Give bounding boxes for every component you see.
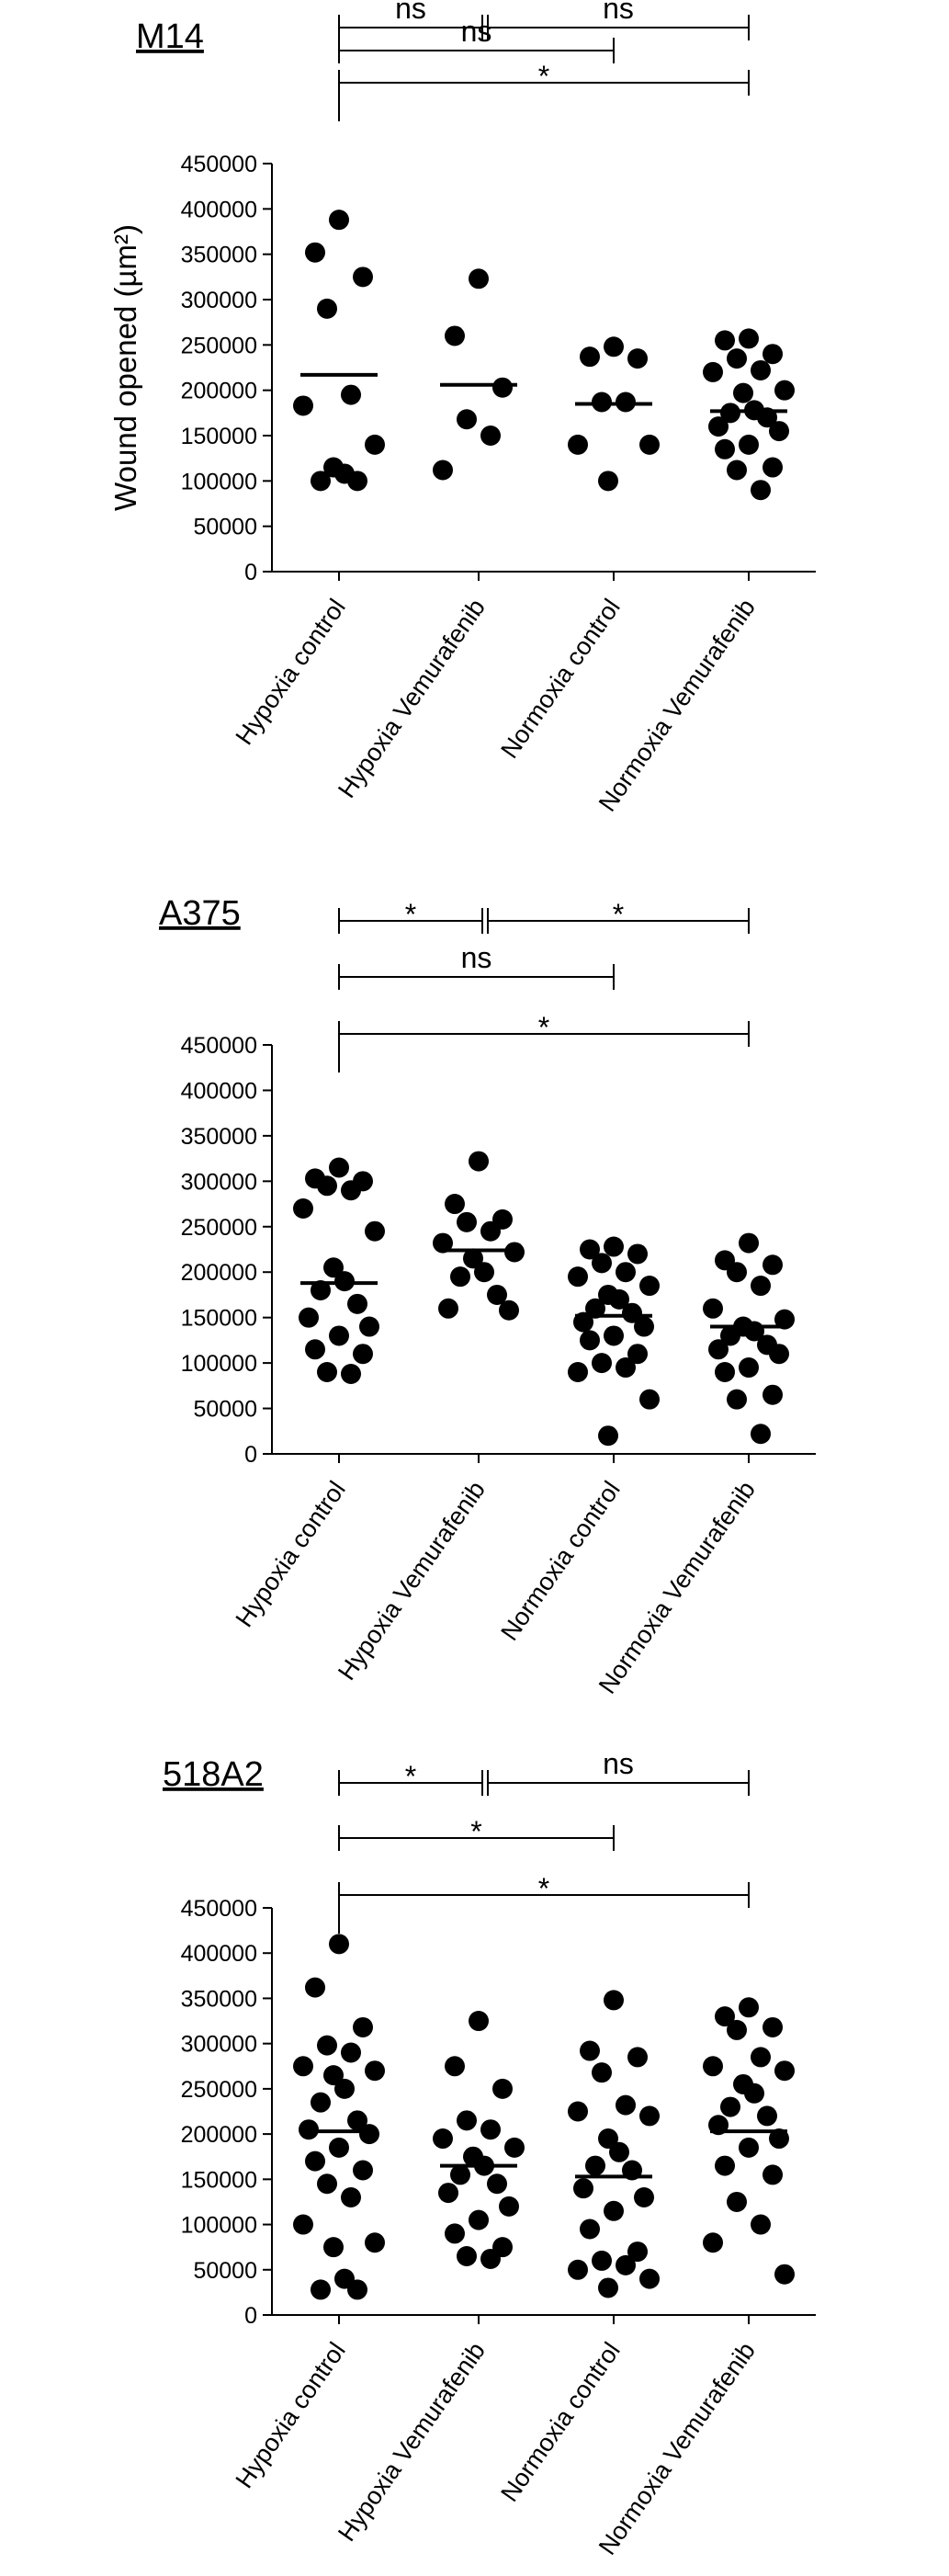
x-tick-label: Normoxia Vemurafenib <box>593 594 761 817</box>
significance-bracket <box>339 60 749 121</box>
data-point <box>580 1330 600 1350</box>
data-point <box>592 1353 612 1373</box>
x-tick-label: Hypoxia control <box>230 594 351 750</box>
significance-label: * <box>537 1011 550 1044</box>
data-point <box>305 243 325 263</box>
y-tick-label: 450000 <box>180 152 257 177</box>
y-tick-label: 250000 <box>180 1214 257 1241</box>
data-point <box>733 383 753 403</box>
panel-title: M14 <box>136 17 204 56</box>
y-tick-label: 400000 <box>180 1941 257 1968</box>
data-point <box>329 1934 349 1954</box>
data-point <box>499 1300 519 1321</box>
data-point <box>639 2105 660 2126</box>
data-point <box>341 1180 361 1200</box>
data-point <box>616 2255 636 2275</box>
data-point <box>763 2017 783 2037</box>
data-point <box>469 2210 489 2230</box>
significance-bracket <box>339 941 614 990</box>
data-point <box>703 1299 723 1319</box>
data-point <box>353 267 373 287</box>
data-point <box>598 471 618 491</box>
data-point <box>616 1262 636 1282</box>
data-point <box>341 2043 361 2063</box>
x-tick-label: Normoxia Vemurafenib <box>593 1476 761 1699</box>
data-point <box>763 1385 783 1405</box>
data-point <box>492 378 513 398</box>
data-point <box>774 2060 795 2081</box>
data-point <box>329 210 349 230</box>
data-point <box>480 426 501 446</box>
significance-bracket <box>339 1760 482 1796</box>
data-point <box>774 380 795 401</box>
y-tick-label: 0 <box>244 2303 257 2329</box>
significance-label: * <box>612 898 625 931</box>
y-tick-label: 150000 <box>180 424 257 449</box>
data-point <box>329 2138 349 2158</box>
data-point <box>598 1425 618 1446</box>
data-point <box>438 2183 458 2203</box>
data-point <box>317 2036 337 2056</box>
data-point <box>739 328 759 348</box>
data-point <box>311 471 331 491</box>
series-hypoxia-control <box>293 1934 385 2299</box>
series-hypoxia-control <box>293 1158 385 1384</box>
y-tick-label: 50000 <box>193 2257 257 2284</box>
data-point <box>739 1357 759 1378</box>
series-hypoxia-vemurafenib <box>433 2011 525 2269</box>
series-hypoxia-vemurafenib <box>433 268 517 480</box>
y-tick-label: 250000 <box>180 2076 257 2103</box>
data-point <box>341 2187 361 2207</box>
series-normoxia-vemurafenib <box>703 328 795 500</box>
data-point <box>353 2017 373 2037</box>
y-tick-label: 0 <box>244 1442 257 1468</box>
data-point <box>580 2219 600 2239</box>
data-point <box>639 1390 660 1410</box>
data-point <box>715 1362 735 1382</box>
data-point <box>492 2079 513 2099</box>
y-tick-label: 400000 <box>180 1078 257 1105</box>
y-tick-label: 400000 <box>180 197 257 223</box>
data-point <box>329 1325 349 1345</box>
significance-label: * <box>404 898 417 931</box>
data-point <box>317 299 337 319</box>
data-point <box>293 395 313 415</box>
significance-bracket <box>488 1747 749 1796</box>
data-point <box>727 1262 747 1282</box>
data-point <box>568 1266 588 1287</box>
y-tick-label: 100000 <box>180 2212 257 2239</box>
significance-label: ns <box>603 1747 634 1780</box>
data-point <box>703 362 723 382</box>
data-point <box>634 1317 654 1337</box>
significance-bracket <box>339 898 482 934</box>
data-point <box>365 1221 385 1242</box>
significance-bracket <box>488 898 749 934</box>
data-point <box>329 1158 349 1178</box>
data-point <box>769 1344 789 1364</box>
x-tick-label: Hypoxia Vemurafenib <box>333 2337 491 2547</box>
y-tick-label: 300000 <box>180 288 257 313</box>
series-normoxia-control <box>568 336 660 491</box>
significance-label: * <box>404 1760 417 1793</box>
data-point <box>334 2079 355 2099</box>
data-point <box>293 2056 313 2076</box>
data-point <box>311 2093 331 2113</box>
data-point <box>739 435 759 455</box>
x-tick-label: Normoxia control <box>495 1476 626 1646</box>
data-point <box>347 2279 367 2299</box>
data-point <box>450 2164 470 2184</box>
significance-bracket <box>339 1011 749 1072</box>
data-point <box>769 421 789 441</box>
data-point <box>708 416 729 437</box>
y-tick-label: 450000 <box>180 1896 257 1922</box>
data-point <box>568 2260 588 2280</box>
data-point <box>568 435 588 455</box>
series-normoxia-control <box>568 1237 660 1447</box>
data-point <box>317 1175 337 1196</box>
data-point <box>715 2156 735 2176</box>
data-point <box>774 2264 795 2285</box>
significance-label: * <box>470 1815 482 1848</box>
data-point <box>365 2232 385 2253</box>
x-tick-label: Hypoxia control <box>230 2337 351 2493</box>
data-point <box>359 2124 379 2144</box>
significance-label: * <box>537 1872 550 1905</box>
y-tick-label: 450000 <box>180 1033 257 1059</box>
significance-label: ns <box>395 0 426 25</box>
data-point <box>474 1262 494 1282</box>
data-point <box>433 2128 453 2149</box>
data-point <box>763 2164 783 2184</box>
data-point <box>499 2196 519 2217</box>
data-point <box>480 2119 501 2139</box>
y-tick-label: 150000 <box>180 2167 257 2194</box>
data-point <box>604 1990 624 2010</box>
data-point <box>592 1253 612 1273</box>
x-tick-label: Hypoxia control <box>230 1476 351 1632</box>
y-tick-label: 50000 <box>193 1396 257 1423</box>
data-point <box>727 2020 747 2040</box>
data-point <box>293 2215 313 2235</box>
data-point <box>604 2201 624 2221</box>
x-tick-label: Normoxia control <box>495 2337 626 2507</box>
data-point <box>727 2192 747 2212</box>
data-point <box>627 1243 648 1264</box>
data-point <box>469 268 489 289</box>
significance-label: * <box>537 60 550 93</box>
data-point <box>616 1357 636 1378</box>
data-point <box>727 1390 747 1410</box>
y-tick-label: 100000 <box>180 1351 257 1378</box>
data-point <box>763 458 783 478</box>
x-tick-label: Normoxia control <box>495 594 626 764</box>
data-point <box>727 460 747 480</box>
data-point <box>751 480 771 500</box>
data-point <box>580 346 600 367</box>
data-point <box>573 2178 593 2198</box>
data-point <box>445 2223 465 2243</box>
y-tick-label: 0 <box>244 560 257 585</box>
panel-518a2 <box>163 1747 816 2559</box>
series-normoxia-control <box>568 1990 660 2298</box>
data-point <box>469 1152 489 1172</box>
data-point <box>317 2173 337 2194</box>
data-point <box>457 2246 477 2266</box>
data-point <box>568 1362 588 1382</box>
series-hypoxia-vemurafenib <box>433 1152 525 1321</box>
data-point <box>299 1308 319 1328</box>
x-tick-label: Hypoxia Vemurafenib <box>333 1476 491 1685</box>
data-point <box>739 1233 759 1254</box>
data-point <box>609 2142 629 2162</box>
data-point <box>751 1424 771 1444</box>
series-normoxia-vemurafenib <box>703 1997 795 2284</box>
y-tick-label: 350000 <box>180 1986 257 2013</box>
series-normoxia-vemurafenib <box>703 1233 795 1445</box>
y-tick-label: 350000 <box>180 1123 257 1150</box>
data-point <box>480 1221 501 1242</box>
data-point <box>347 1294 367 1314</box>
data-point <box>627 348 648 369</box>
data-point <box>445 2056 465 2076</box>
data-point <box>639 2269 660 2289</box>
data-point <box>616 2095 636 2116</box>
y-tick-label: 100000 <box>180 469 257 495</box>
data-point <box>311 2279 331 2299</box>
data-point <box>445 325 465 346</box>
data-point <box>739 1997 759 2017</box>
data-point <box>757 2105 777 2126</box>
data-point <box>744 2083 764 2104</box>
data-point <box>438 1299 458 1319</box>
data-point <box>703 2232 723 2253</box>
data-point <box>365 2060 385 2081</box>
y-tick-label: 250000 <box>180 333 257 359</box>
significance-label: ns <box>460 15 492 48</box>
data-point <box>763 1254 783 1275</box>
data-point <box>487 2173 507 2194</box>
data-point <box>727 348 747 369</box>
data-point <box>305 1978 325 1998</box>
significance-label: ns <box>603 0 634 25</box>
data-point <box>627 2047 648 2067</box>
data-point <box>323 2237 344 2257</box>
panel-title: A375 <box>159 894 241 933</box>
data-point <box>703 2056 723 2076</box>
data-point <box>480 2249 501 2269</box>
significance-bracket <box>339 1815 614 1851</box>
significance-bracket <box>339 15 614 63</box>
data-point <box>347 471 367 491</box>
y-tick-label: 300000 <box>180 1169 257 1196</box>
data-point <box>457 409 477 429</box>
data-point <box>305 2151 325 2172</box>
data-point <box>592 2251 612 2271</box>
y-tick-label: 150000 <box>180 1305 257 1332</box>
data-point <box>580 2041 600 2061</box>
data-point <box>763 344 783 364</box>
data-point <box>592 2062 612 2082</box>
data-point <box>751 2215 771 2235</box>
series-hypoxia-control <box>293 210 385 491</box>
data-point <box>457 2110 477 2130</box>
x-tick-label: Normoxia Vemurafenib <box>593 2337 761 2560</box>
data-point <box>715 330 735 350</box>
data-point <box>634 2187 654 2207</box>
data-point <box>341 385 361 405</box>
panel-m14 <box>108 0 816 816</box>
data-point <box>504 2138 525 2158</box>
y-tick-label: 50000 <box>193 514 257 540</box>
data-point <box>604 1237 624 1257</box>
data-point <box>305 1339 325 1359</box>
data-point <box>604 336 624 357</box>
significance-bracket <box>488 0 749 40</box>
data-point <box>365 435 385 455</box>
y-axis-label: Wound opened (µm²) <box>108 224 142 511</box>
significance-bracket <box>339 1872 749 1934</box>
data-point <box>433 460 453 480</box>
y-tick-label: 200000 <box>180 2122 257 2149</box>
y-tick-label: 200000 <box>180 378 257 404</box>
data-point <box>353 2160 373 2180</box>
data-point <box>739 2138 759 2158</box>
data-point <box>708 1339 729 1359</box>
data-point <box>598 2277 618 2298</box>
data-point <box>353 1344 373 1364</box>
data-point <box>469 2011 489 2031</box>
data-point <box>585 2156 605 2176</box>
y-tick-label: 300000 <box>180 2031 257 2058</box>
significance-label: ns <box>460 941 492 974</box>
data-point <box>341 1364 361 1384</box>
data-point <box>359 1317 379 1337</box>
data-point <box>457 1212 477 1232</box>
data-point <box>751 1276 771 1296</box>
panel-title: 518A2 <box>163 1755 264 1794</box>
data-point <box>604 1325 624 1345</box>
data-point <box>639 1276 660 1296</box>
data-point <box>568 2102 588 2122</box>
data-point <box>751 2047 771 2067</box>
data-point <box>720 2097 740 2117</box>
data-point <box>639 435 660 455</box>
data-point <box>450 1266 470 1287</box>
y-tick-label: 200000 <box>180 1260 257 1287</box>
data-point <box>293 1198 313 1219</box>
y-tick-label: 350000 <box>180 242 257 268</box>
panel-a375 <box>159 894 816 1698</box>
data-point <box>715 439 735 460</box>
data-point <box>751 360 771 380</box>
data-point <box>317 1362 337 1382</box>
data-point <box>445 1194 465 1214</box>
x-tick-label: Hypoxia Vemurafenib <box>333 594 491 803</box>
